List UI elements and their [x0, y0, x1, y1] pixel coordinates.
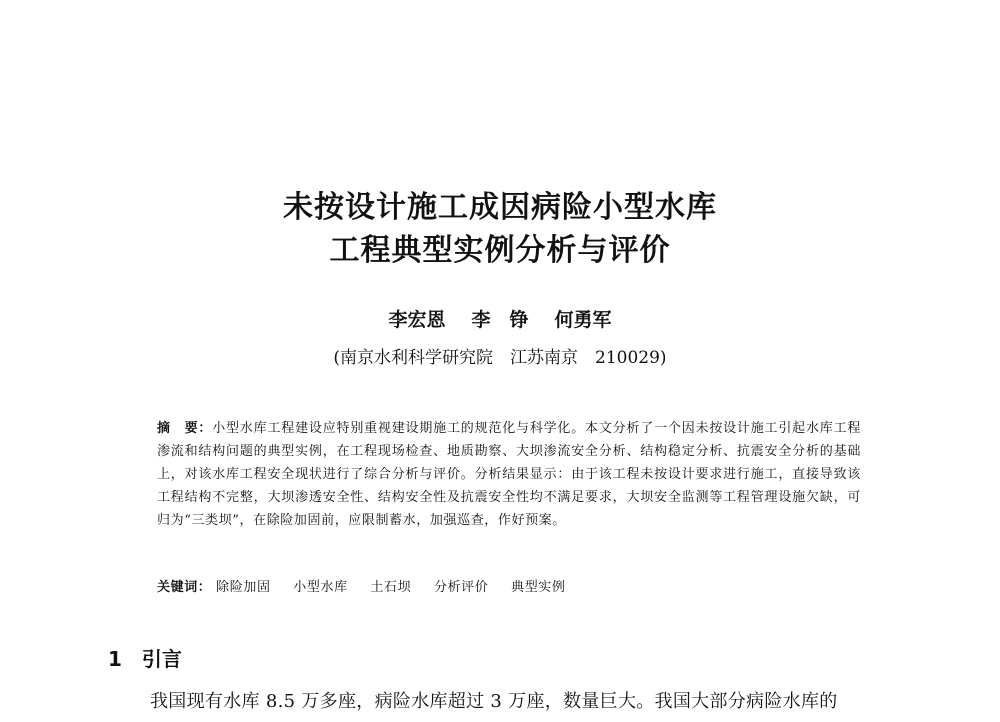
section-number: 1 — [108, 647, 122, 671]
author-1: 李宏恩 — [388, 309, 446, 331]
paper-title-line-1: 未按设计施工成因病险小型水库 — [283, 190, 717, 225]
author-list — [0, 311, 1000, 330]
section-heading — [108, 649, 182, 669]
abstract-text: 小型水库工程建设应特别重视建设期施工的规范化与科学化。本文分析了一个因未按设计施工引起水库工程渗流和结构问题的典型实例，在工程现场检查、地质勘察、大坝渗流安全分析、结构稳定分析、抗震安全分析的基础上，对该水库工程安全现状进行了综合分析与评价。分析结果显示：由于该工程未按设计要求进行施工，直接导致该工程结构不完整，大坝渗透安全性、结构安全性及抗震安全性均不满足要求，大坝安全监测等工程管理设施欠缺，可归为“三类坝”，在除险加固前，应限制蓄水，加强巡查，作好预案。 — [157, 421, 861, 528]
keywords — [157, 578, 861, 598]
keyword-3: 土石坝 — [370, 580, 412, 595]
keyword-4: 分析评价 — [433, 580, 489, 595]
author-3: 何勇军 — [554, 309, 612, 331]
keyword-2: 小型水库 — [293, 580, 348, 595]
keyword-5: 典型实例 — [511, 580, 566, 595]
affiliation: (南京水利科学研究院 江苏南京 210029) — [333, 348, 667, 368]
author-2: 李 铮 — [471, 309, 529, 331]
keywords-label: 关键词： — [157, 580, 212, 595]
abstract-label: 摘 要： — [157, 421, 213, 436]
section-title: 引言 — [141, 647, 182, 671]
keyword-1: 除险加固 — [216, 580, 271, 595]
paper-title-line-2: 工程典型实例分析与评价 — [329, 233, 671, 268]
body-paragraph: 我国现有水库 8.5 万多座，病险水库超过 3 万座，数量巨大。我国大部分病险水库的 — [150, 691, 838, 712]
abstract — [157, 417, 861, 532]
